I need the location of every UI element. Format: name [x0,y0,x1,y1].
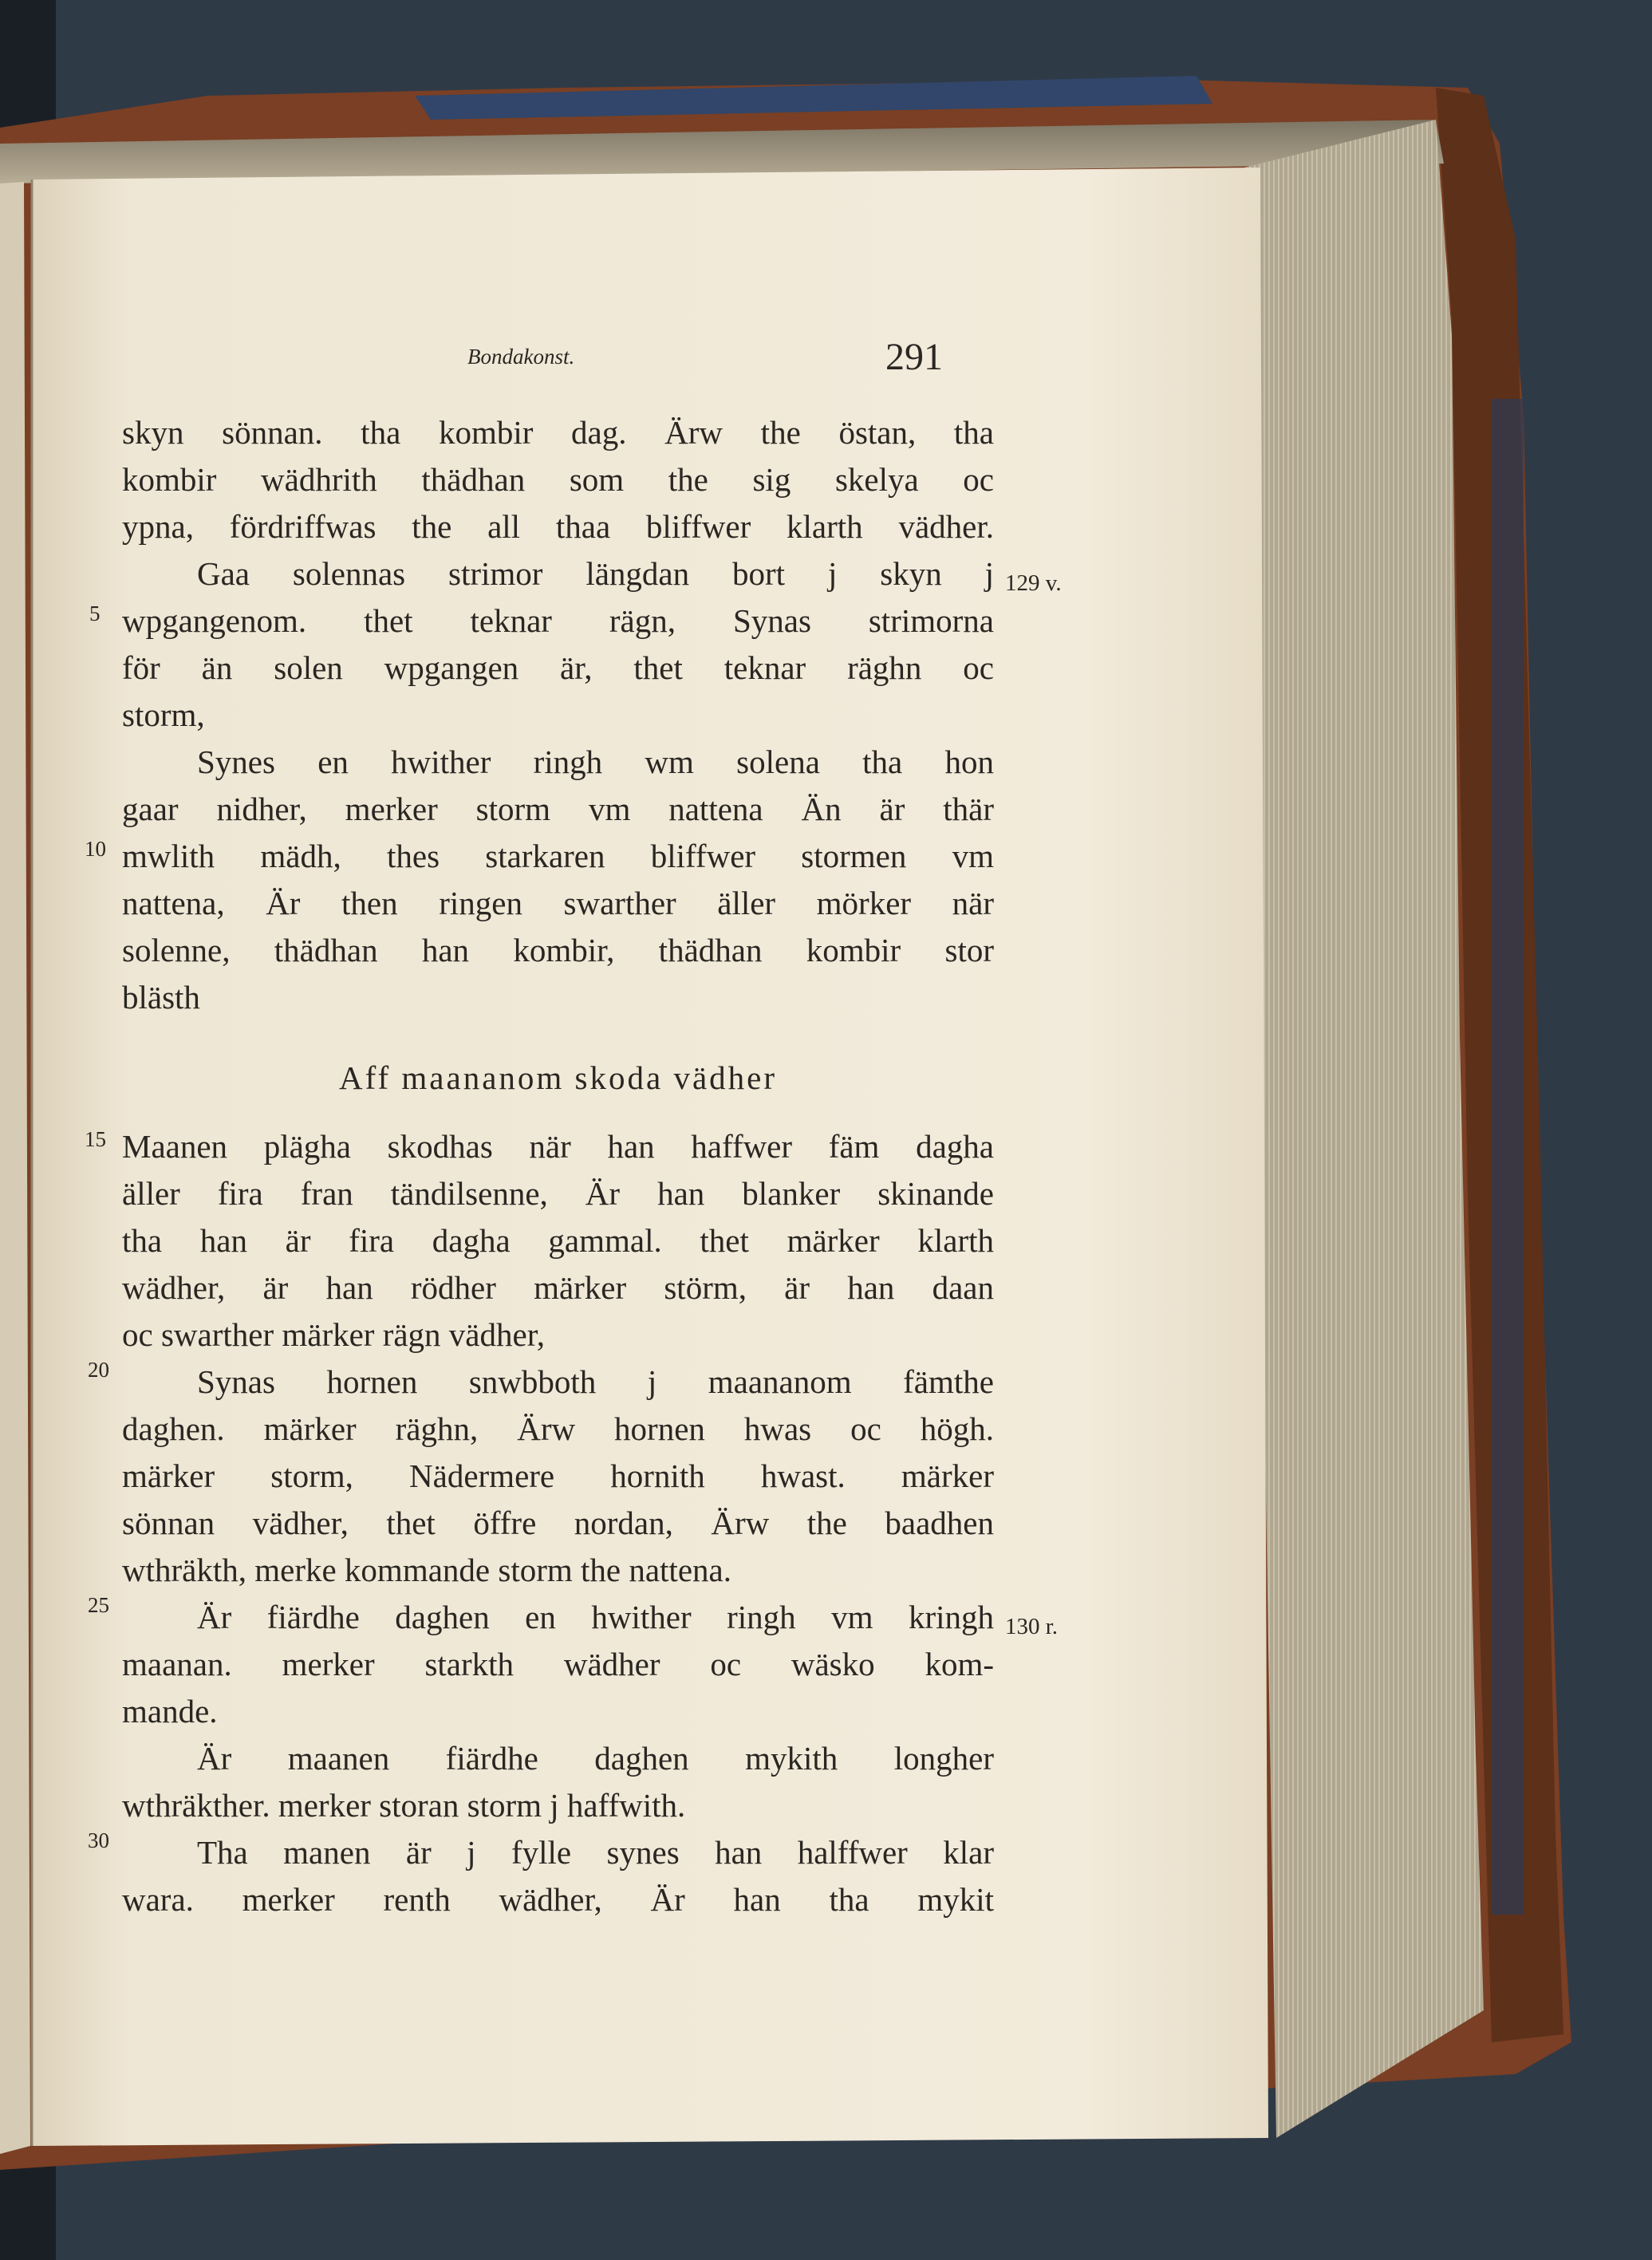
text-line: skyn sönnan. tha kombir dag. Ärw the östan, tha [122,414,994,451]
text-line: Är maanen fiärdhe daghen mykith longher [197,1740,994,1777]
text-line: märker storm, Nädermere hornith hwast. märker [122,1457,994,1494]
line-number: 30 [88,1828,109,1852]
text-line: Tha manen är j fylle synes han halffwer klar [197,1834,994,1871]
text-line: kombir wädhrith thädhan som the sig skelya oc [122,461,994,498]
folio-reference: 129 v. [1005,570,1062,596]
running-head: Bondakonst. [467,345,575,369]
line-number: 20 [88,1358,109,1382]
text-line: wthräkth, merke kommande storm the nattena. [122,1552,731,1588]
text-line: gaar nidher, merker storm vm nattena Än är thär [122,791,994,827]
text-line: Synes en hwither ringh wm solena tha hon [197,743,994,780]
text-line: wthräkther. merker storan storm j haffwith. [122,1787,686,1824]
line-number: 15 [85,1127,106,1151]
page-number: 291 [885,336,943,378]
text-line: oc swarther märker rägn vädher, [122,1316,545,1353]
text-line: Gaa solennas strimor längdan bort j skyn j [197,555,994,592]
text-line: tha han är fira dagha gammal. thet märker klarth [122,1222,994,1259]
text-line: Synas hornen snwbboth j maananom fämthe [197,1363,994,1400]
folio-reference: 130 r. [1005,1614,1059,1639]
text-line: ypna, fördriffwas the all thaa bliffwer klarth vädher. [122,508,994,545]
text-line: storm, [122,696,205,733]
text-line: wara. merker renth wädher, Är han tha mykit [122,1881,994,1918]
line-number: 10 [85,837,106,861]
text-line: mande. [122,1693,218,1730]
text-line: solenne, thädhan han kombir, thädhan kombir stor [122,932,994,968]
text-line: Maanen plägha skodhas när han haffwer fäm dagha [122,1128,994,1165]
line-number: 5 [89,601,101,625]
text-line: sönnan vädher, thet öffre nordan, Ärw the baadhen [122,1505,994,1541]
text-line: wpgangenom. thet teknar rägn, Synas strimorna [122,602,994,639]
text-line: äller fira fran tändilsenne, Är han blanker skinande [122,1175,994,1212]
text-line: daghen. märker räghn, Ärw hornen hwas oc högh. [122,1410,994,1447]
text-line: maanan. merker starkth wädher oc wäsko kom- [122,1646,994,1682]
line-number: 25 [88,1593,109,1617]
text-line: mwlith mädh, thes starkaren bliffwer stormen vm [122,838,994,874]
text-line: Är fiärdhe daghen en hwither ringh vm kringh [197,1599,994,1635]
text-line: nattena, Är then ringen swarther äller mörker när [122,885,994,921]
text-line: för än solen wpgangen är, thet teknar räghn oc [122,649,994,686]
section-heading: Aff maananom skoda vädher [338,1059,777,1096]
text-line: wädher, är han rödher märker störm, är han daan [122,1269,994,1306]
text-line: blästh [122,979,200,1016]
